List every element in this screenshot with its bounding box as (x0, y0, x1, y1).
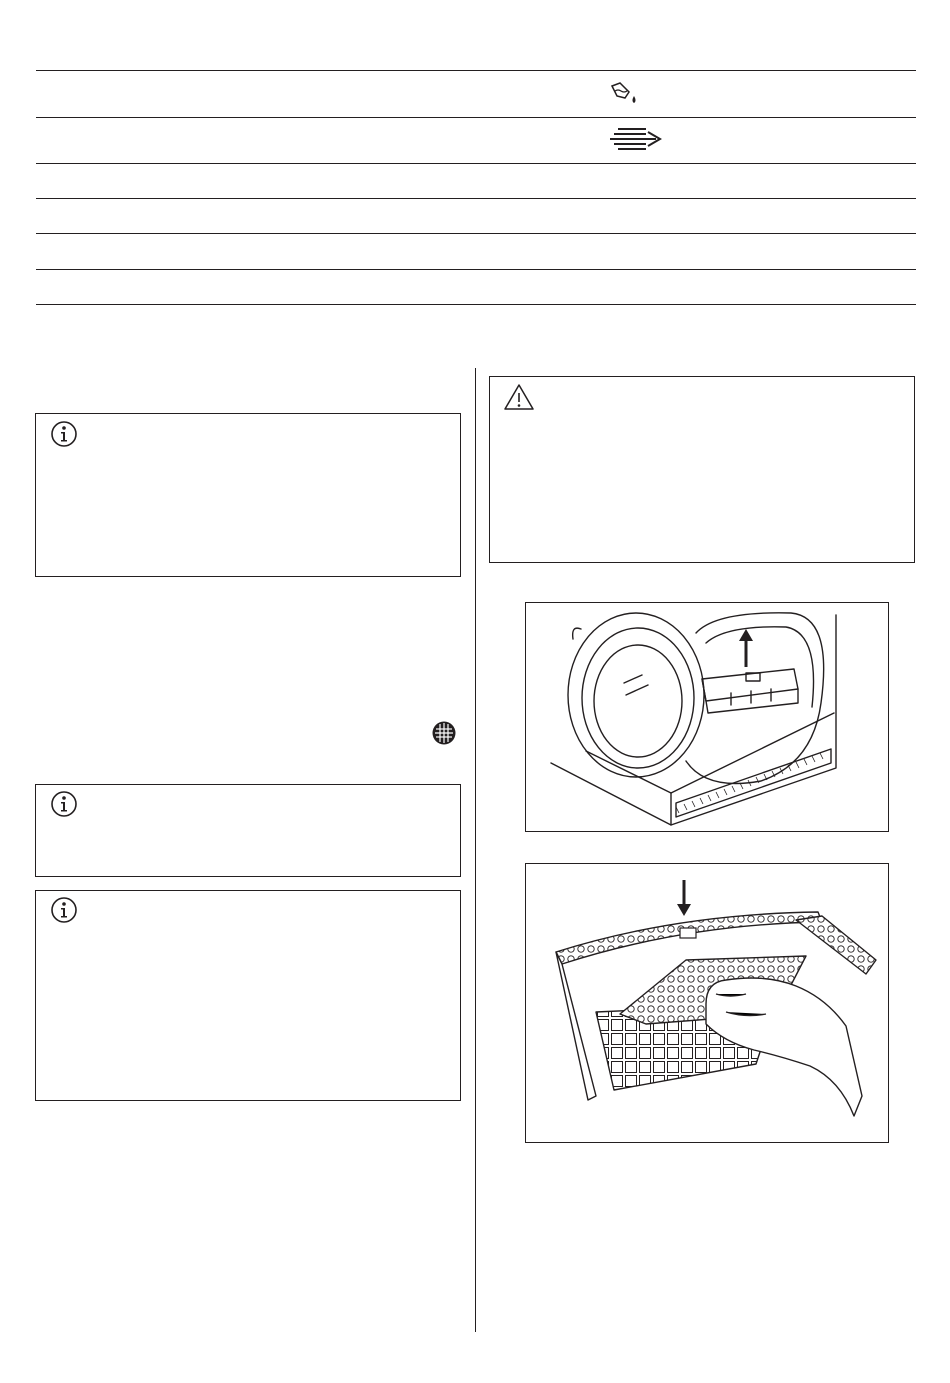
table-top-rule (36, 70, 916, 71)
table-row-rule (36, 163, 916, 164)
table-bottom-rule (36, 304, 916, 305)
warning-note-box (489, 376, 915, 563)
dryer-illustration (526, 603, 888, 831)
info-icon (50, 896, 78, 924)
info-note-box (35, 890, 461, 1101)
info-note-box (35, 784, 461, 877)
dryer-filter-removal-figure (525, 602, 889, 832)
filter-insertion-figure (525, 863, 889, 1143)
warning-icon (503, 383, 535, 411)
table-row-rule (36, 269, 916, 270)
column-divider (475, 368, 476, 1332)
info-note-box (35, 413, 461, 577)
filter-illustration (526, 864, 888, 1142)
filter-grid-icon (431, 720, 457, 746)
info-icon (50, 790, 78, 818)
table-row-rule (36, 117, 916, 118)
info-icon (50, 420, 78, 448)
water-container-icon (609, 80, 641, 108)
table-row-rule (36, 233, 916, 234)
table-row-rule (36, 198, 916, 199)
condenser-filter-icon (610, 126, 662, 152)
